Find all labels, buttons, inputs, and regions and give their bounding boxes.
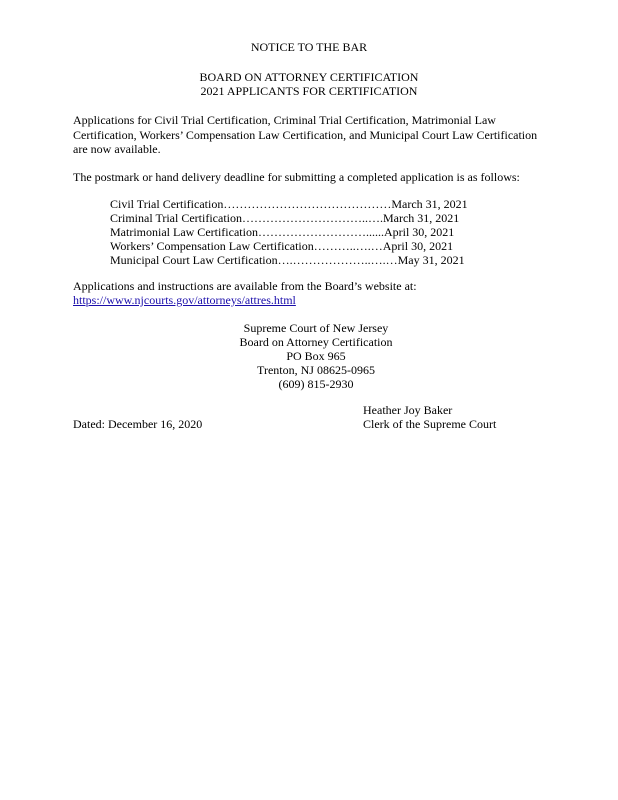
notice-title: NOTICE TO THE BAR xyxy=(250,40,368,54)
resources-paragraph xyxy=(73,279,553,307)
intro-paragraph: Applications for Civil Trial Certification, Criminal Trial Certification, Matrimonial Law Certification, Workers’ Compensation Law Certification, and Municipal Court Law Certification are now available. xyxy=(73,113,538,156)
board-subtitle: 2021 APPLICANTS FOR CERTIFICATION xyxy=(200,84,418,98)
deadline-row-civil-trial: Civil Trial Certification……………………………………March 31, 2021 xyxy=(110,197,468,211)
date-line: Dated: December 16, 2020 xyxy=(73,417,203,431)
mailing-address xyxy=(0,321,618,391)
deadline-row-municipal-court: Municipal Court Law Certification….………………..….…May 31, 2021 xyxy=(110,253,465,267)
address-line-po-box: PO Box 965 xyxy=(286,349,346,363)
signer-title: Clerk of the Supreme Court xyxy=(363,417,497,431)
board-heading xyxy=(0,70,618,98)
signature-block xyxy=(363,403,563,431)
website-link[interactable]: https://www.njcourts.gov/attorneys/attres.html xyxy=(73,293,296,307)
signer-name: Heather Joy Baker xyxy=(363,403,453,417)
deadline-row-matrimonial: Matrimonial Law Certification………………………......April 30, 2021 xyxy=(110,225,455,239)
board-name: BOARD ON ATTORNEY CERTIFICATION xyxy=(199,70,419,84)
address-line-court: Supreme Court of New Jersey xyxy=(243,321,389,335)
deadline-row-workers-comp: Workers’ Compensation Law Certification………..….…April 30, 2021 xyxy=(110,239,454,253)
address-line-board: Board on Attorney Certification xyxy=(239,335,393,349)
resources-text: Applications and instructions are available from the Board’s website at: xyxy=(73,279,417,293)
address-line-city: Trenton, NJ 08625-0965 xyxy=(257,363,375,377)
deadline-row-criminal-trial: Criminal Trial Certification…………………………..….March 31, 2021 xyxy=(110,211,460,225)
deadline-intro: The postmark or hand delivery deadline for submitting a completed application is as follows: xyxy=(73,170,520,184)
address-line-phone: (609) 815-2930 xyxy=(278,377,354,391)
deadline-list xyxy=(110,197,470,267)
